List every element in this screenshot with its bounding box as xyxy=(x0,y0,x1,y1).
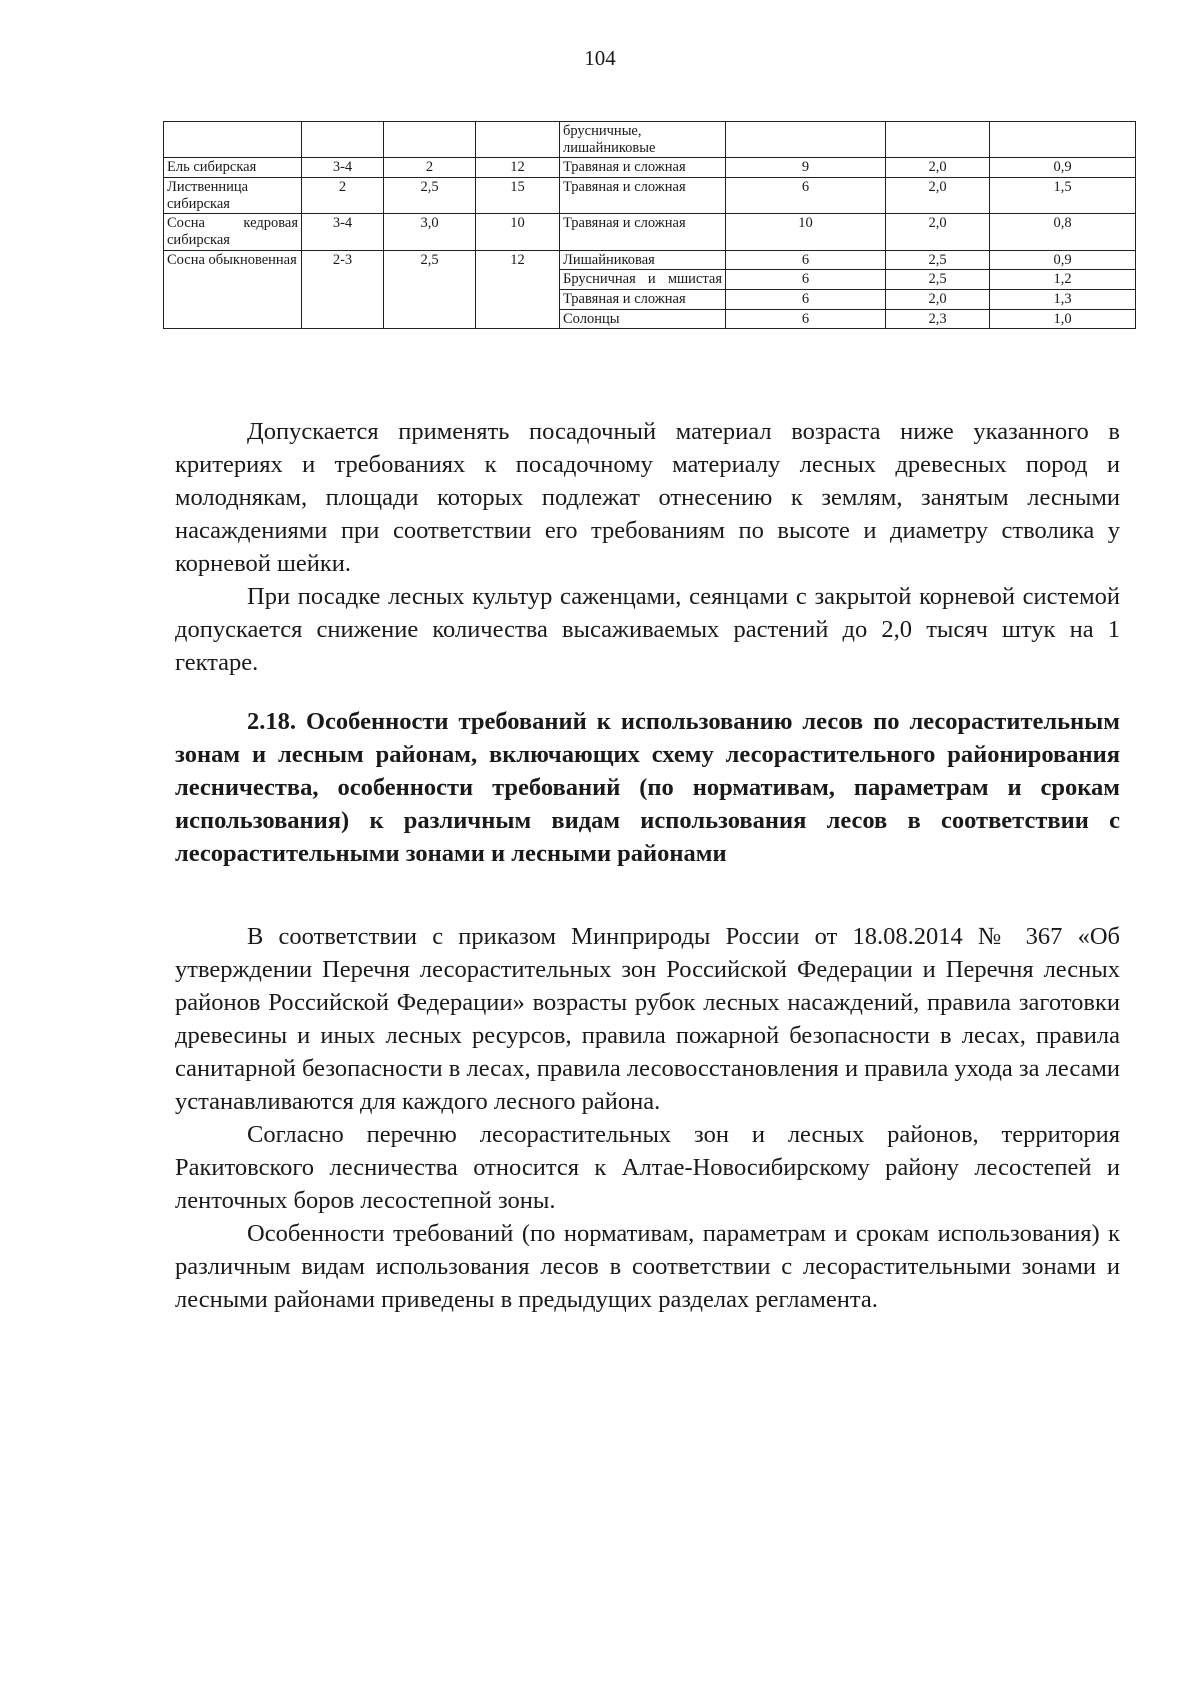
table-cell: 3-4 xyxy=(302,158,384,178)
forest-type-cell: Травяная и сложная xyxy=(560,178,726,214)
table-cell: 1,3 xyxy=(990,290,1136,310)
table-cell: 6 xyxy=(726,250,886,270)
table-cell: 2 xyxy=(302,178,384,214)
table-cell: 0,9 xyxy=(990,250,1136,270)
table-cell: 0,8 xyxy=(990,214,1136,250)
table-cell: 2,3 xyxy=(886,309,990,329)
species-cell xyxy=(164,122,302,158)
table-row xyxy=(164,214,1136,250)
table-cell: 12 xyxy=(476,250,560,329)
table-cell: 2 xyxy=(384,158,476,178)
table-cell: 12 xyxy=(476,158,560,178)
page-number: 104 xyxy=(584,46,616,70)
paragraph: В соответствии с приказом Минприроды России от 18.08.2014 № 367 «Об утверждении Перечня лесорастительных зон Российской Федерации и Перечня лесных районов Российской Федерации» возрасты рубок лесных насаждений, правила заготовки древесины и иных лесных ресурсов, правила пожарной безопасности в лесах, правила санитарной безопасности в лесах, правила лесовосстановления и правила ухода за лесами устанавливаются для каждого лесного района. xyxy=(175,923,1120,1115)
table-cell: 6 xyxy=(726,270,886,290)
table-cell xyxy=(302,122,384,158)
section-title-text: Особенности требований к использованию лесов по лесорастительным зонам и лесным районам, включающих схему лесорастительного районирования лесничества, особенности требований (по нормативам, параметрам и срокам использования) к различным видам использования лесов в соответствии с лесорастительными зонами и лесными районами xyxy=(175,708,1120,867)
species-cell: Лиственница сибирская xyxy=(164,178,302,214)
table-cell: 2,5 xyxy=(886,250,990,270)
paragraph: Особенности требований (по нормативам, параметрам и срокам использования) к различным видам использования лесов в соответствии с лесорастительными зонами и лесными районами приведены в предыдущих разделах регламента. xyxy=(175,1220,1120,1313)
table-cell: 3-4 xyxy=(302,214,384,250)
species-cell: Ель сибирская xyxy=(164,158,302,178)
table-row xyxy=(164,178,1136,214)
table-cell: 2-3 xyxy=(302,250,384,329)
table-cell xyxy=(384,122,476,158)
species-cell: Сосна обыкновенная xyxy=(164,250,302,329)
table-cell: 6 xyxy=(726,290,886,310)
table-cell: 6 xyxy=(726,309,886,329)
table-row xyxy=(164,158,1136,178)
section-heading xyxy=(175,705,1120,870)
table-cell: 1,5 xyxy=(990,178,1136,214)
paragraph: При посадке лесных культур саженцами, сеянцами с закрытой корневой системой допускается снижение количества высаживаемых растений до 2,0 тысяч штук на 1 гектаре. xyxy=(175,583,1120,676)
forest-type-cell: Солонцы xyxy=(560,309,726,329)
forest-type-cell: Травяная и сложная xyxy=(560,290,726,310)
table-cell xyxy=(886,122,990,158)
table-cell xyxy=(726,122,886,158)
table-cell xyxy=(476,122,560,158)
table-cell: 2,0 xyxy=(886,290,990,310)
section-title xyxy=(175,705,1120,870)
planting-table xyxy=(163,121,1136,329)
table-cell: 6 xyxy=(726,178,886,214)
forest-type-cell: Травяная и сложная xyxy=(560,158,726,178)
table-cell xyxy=(990,122,1136,158)
table-cell: 2,5 xyxy=(384,178,476,214)
table-cell: 9 xyxy=(726,158,886,178)
paragraph: Допускается применять посадочный материал возраста ниже указанного в критериях и требованиях к посадочному материалу лесных древесных пород и молоднякам, площади которых подлежат отнесению к землям, занятым лесными насаждениями при соответствии его требованиям по высоте и диаметру стволика у корневой шейки. xyxy=(175,418,1120,577)
table-cell: 10 xyxy=(476,214,560,250)
section-number: 2.18. xyxy=(247,708,296,735)
table-cell: 1,0 xyxy=(990,309,1136,329)
paragraph: Согласно перечню лесорастительных зон и лесных районов, территория Ракитовского лесничества относится к Алтае-Новосибирскому району лесостепей и ленточных боров лесостепной зоны. xyxy=(175,1121,1120,1214)
table-cell: 2,0 xyxy=(886,178,990,214)
table-cell: 1,2 xyxy=(990,270,1136,290)
table-cell: 2,0 xyxy=(886,158,990,178)
forest-type-cell: Травяная и сложная xyxy=(560,214,726,250)
forest-type-cell: брусничные, лишайниковые xyxy=(560,122,726,158)
table-row xyxy=(164,122,1136,158)
paragraphs-bottom xyxy=(175,920,1120,1316)
table-cell: 2,5 xyxy=(886,270,990,290)
table-cell: 10 xyxy=(726,214,886,250)
forest-type-cell: Брусничная и мшистая xyxy=(560,270,726,290)
table-row xyxy=(164,250,1136,270)
table-cell: 15 xyxy=(476,178,560,214)
table-cell: 2,5 xyxy=(384,250,476,329)
table-cell: 3,0 xyxy=(384,214,476,250)
paragraphs-top xyxy=(175,415,1120,679)
table-cell: 2,0 xyxy=(886,214,990,250)
forest-type-cell: Лишайниковая xyxy=(560,250,726,270)
species-cell: Сосна кедровая сибирская xyxy=(164,214,302,250)
table-cell: 0,9 xyxy=(990,158,1136,178)
